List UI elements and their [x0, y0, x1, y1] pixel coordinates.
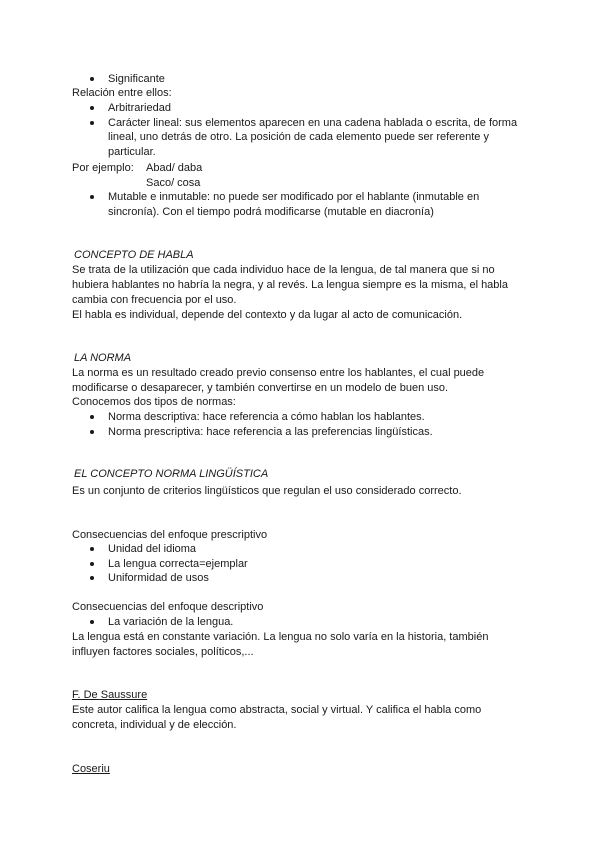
paragraph-line: Es un conjunto de criterios lingüísticos que regulan el uso considerado correcto. — [72, 485, 462, 497]
section-heading: Coseriu — [72, 763, 110, 775]
paragraph-line: concreta, individual y de elección. — [72, 719, 237, 731]
paragraph-line: cambia con frecuencia por el uso. — [72, 294, 237, 306]
paragraph-line: Este autor califica la lengua como abstracta, social y virtual. Y califica el habla como — [72, 704, 482, 716]
section-heading: F. De Saussure — [72, 689, 148, 701]
list-item-continuation: sincronía). Con el tiempo podrá modificarse (mutable en diacronía) — [108, 206, 434, 218]
subsection-label: Consecuencias del enfoque prescriptivo — [72, 529, 268, 541]
paragraph-line: Conocemos dos tipos de normas: — [72, 396, 236, 408]
paragraph-line: modificarse o desaparecer, y también convertirse en un modelo de buen uso. — [72, 382, 449, 394]
list-item-continuation: particular. — [108, 146, 156, 158]
list-item-text: Norma prescriptiva: hace referencia a las preferencias lingüísticas. — [108, 426, 433, 438]
example-text: Abad/ daba — [146, 162, 203, 174]
list-item-text: La variación de la lengua. — [108, 616, 234, 628]
relacion-label: Relación entre ellos: — [72, 87, 172, 99]
paragraph-line: La norma es un resultado creado previo consenso entre los hablantes, el cual puede — [72, 367, 485, 379]
paragraph-line: El habla es individual, depende del contexto y da lugar al acto de comunicación. — [72, 309, 463, 321]
list-item-text: La lengua correcta=ejemplar — [108, 558, 248, 570]
section-heading: EL CONCEPTO NORMA LINGÜÍSTICA — [74, 468, 269, 480]
list-item-text: Norma descriptiva: hace referencia a cómo hablan los hablantes. — [108, 411, 425, 423]
subsection-label: Consecuencias del enfoque descriptivo — [72, 601, 264, 613]
list-item-text: Unidad del idioma — [108, 543, 197, 555]
list-item-text: Mutable e inmutable: no puede ser modificado por el hablante (inmutable en — [108, 191, 480, 203]
list-item-continuation: lineal, uno detrás de otro. La posición de cada elemento puede ser referente y — [108, 131, 489, 143]
list-item-text: Uniformidad de usos — [108, 572, 209, 584]
paragraph-line: influyen factores sociales, políticos,... — [72, 646, 254, 658]
example-label: Por ejemplo: — [72, 162, 134, 174]
list-item-text: Arbitrariedad — [108, 102, 171, 114]
section-heading: LA NORMA — [74, 352, 132, 364]
example-text: Saco/ cosa — [146, 177, 201, 189]
paragraph-line: Se trata de la utilización que cada individuo hace de la lengua, de tal manera que si no — [72, 264, 495, 276]
paragraph-line: La lengua está en constante variación. La lengua no solo varía en la historia, también — [72, 631, 489, 643]
paragraph-line: hubiera hablantes no habría la negra, y al revés. La lengua siempre es la misma, el habla — [72, 279, 508, 291]
section-heading: CONCEPTO DE HABLA — [74, 249, 194, 261]
list-item-text: Significante — [108, 73, 165, 85]
list-item-text: Carácter lineal: sus elementos aparecen en una cadena hablada o escrita, de forma — [108, 117, 518, 129]
